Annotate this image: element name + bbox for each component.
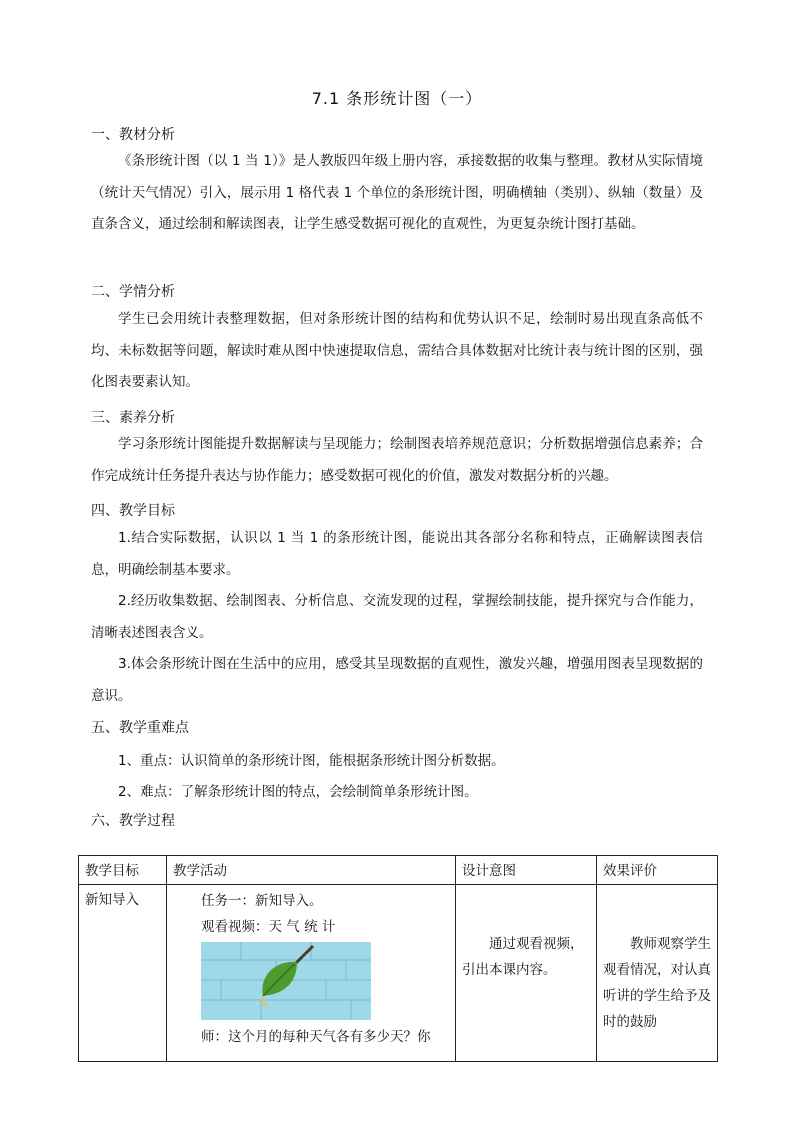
section-heading-literacy: 三、素养分析 <box>91 410 175 426</box>
section-text-literacy: 学习条形统计图能提升数据解读与呈现能力；绘制图表培养规范意识；分析数据增强信息素养；合作完成统计任务提升表达与协作能力；感受数据可视化的价值，激发对数据分析的兴趣。 <box>91 436 703 484</box>
keypoint-item-2: 2、难点：了解条形统计图的特点，会绘制简单条形统计图。 <box>118 784 478 800</box>
row-goal-cell: 新知导入 <box>79 885 167 1062</box>
section-heading-process: 六、教学过程 <box>91 813 175 829</box>
weather-video-thumbnail <box>201 942 371 1020</box>
section-text-material: 《条形统计图（以 1 当 1）》是人教版四年级上册内容，承接数据的收集与整理。教材从实际情境（统计天气情况）引入，展示用 1 格代表 1 个单位的条形统计图，明确横轴（类别）、纵轴（数量）及直条含义，通过绘制和解读图表，让学生感受数据可视化的直观性，为更复杂统计图打基础。 <box>91 153 703 232</box>
section-heading-material: 一、教材分析 <box>91 127 175 143</box>
lesson-table <box>78 855 718 1062</box>
table-header-cell: 教学目标 <box>79 856 167 885</box>
table-row <box>79 885 718 1062</box>
table-header-cell: 设计意图 <box>456 856 597 885</box>
activity-video: 观看视频：天 气 统 计 <box>201 919 336 935</box>
section-heading-keypoints: 五、教学重难点 <box>91 720 189 736</box>
keypoint-item-1: 1、重点：认识简单的条形统计图，能根据条形统计图分析数据。 <box>118 753 505 769</box>
row-activity-cell <box>167 885 456 1062</box>
table-header-cell: 效果评价 <box>597 856 718 885</box>
objective-item-1: 1.结合实际数据，认识以 1 当 1 的条形统计图，能说出其各部分名称和特点，正确解读图表信息，明确绘制基本要求。 <box>91 530 703 578</box>
activity-question: 师：这个月的每种天气各有多少天？你 <box>201 1029 431 1045</box>
page-title: 7.1 条形统计图（一） <box>311 89 483 108</box>
row-intent-cell: 通过观看视频，引出本课内容。 <box>456 885 597 1062</box>
objective-item-2: 2.经历收集数据、绘制图表、分析信息、交流发现的过程，掌握绘制技能，提升探究与合作能力，清晰表述图表含义。 <box>91 593 703 641</box>
objective-item-3: 3.体会条形统计图在生活中的应用，感受其呈现数据的直观性，激发兴趣，增强用图表呈现数据的意识。 <box>91 656 703 704</box>
row-evaluation-cell: 教师观察学生观看情况，对认真听讲的学生给予及时的鼓励 <box>597 885 718 1062</box>
section-heading-students: 二、学情分析 <box>91 284 175 300</box>
table-header-row <box>79 856 718 885</box>
section-heading-objectives: 四、教学目标 <box>91 503 175 519</box>
table-header-cell: 教学活动 <box>167 856 456 885</box>
activity-task: 任务一：新知导入。 <box>201 893 323 909</box>
section-text-students: 学生已会用统计表整理数据，但对条形统计图的结构和优势认识不足，绘制时易出现直条高低不均、未标数据等问题，解读时难从图中快速提取信息，需结合具体数据对比统计表与统计图的区别，强化图表要素认知。 <box>91 311 703 390</box>
